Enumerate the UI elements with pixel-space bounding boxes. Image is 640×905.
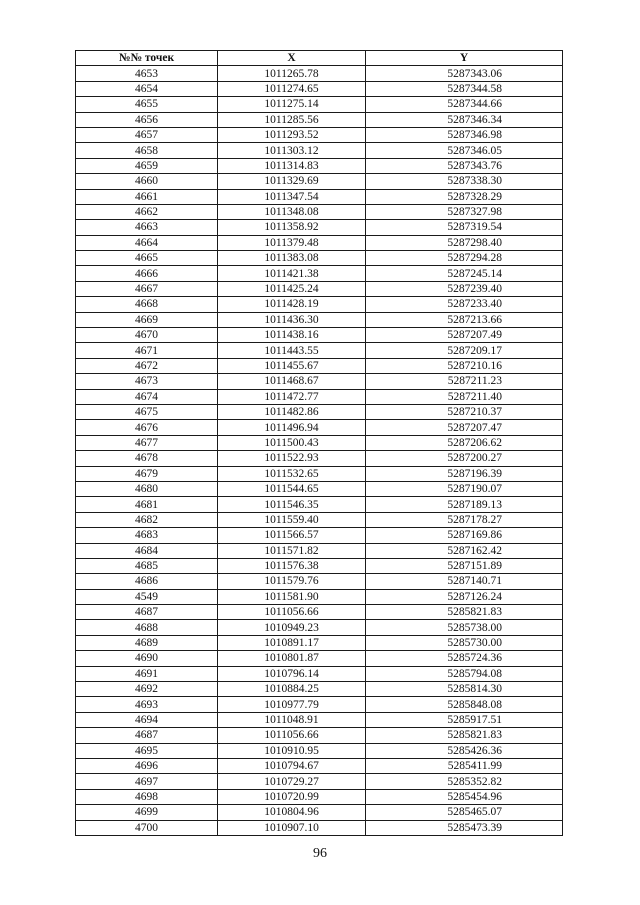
- cell-x: 1011496.94: [218, 420, 366, 435]
- table-row: [76, 543, 563, 558]
- table-row: [76, 712, 563, 727]
- cell-y: 5287190.07: [366, 481, 563, 496]
- cell-y: 5287346.05: [366, 143, 563, 158]
- table-row: [76, 481, 563, 496]
- cell-point-number: 4674: [76, 389, 218, 404]
- cell-x: 1010907.10: [218, 820, 366, 835]
- cell-x: 1011056.66: [218, 728, 366, 743]
- cell-point-number: 4661: [76, 189, 218, 204]
- cell-y: 5287210.16: [366, 358, 563, 373]
- cell-x: 1011443.55: [218, 343, 366, 358]
- cell-y: 5287210.37: [366, 404, 563, 419]
- cell-x: 1011293.52: [218, 127, 366, 142]
- cell-y: 5287213.66: [366, 312, 563, 327]
- cell-y: 5287207.47: [366, 420, 563, 435]
- cell-point-number: 4688: [76, 620, 218, 635]
- table-row: [76, 589, 563, 604]
- cell-point-number: 4675: [76, 404, 218, 419]
- column-header-y: Y: [366, 51, 563, 66]
- table-row: [76, 651, 563, 666]
- table-row: [76, 497, 563, 512]
- table-row: [76, 389, 563, 404]
- cell-y: 5285848.08: [366, 697, 563, 712]
- cell-point-number: 4689: [76, 635, 218, 650]
- cell-point-number: 4662: [76, 204, 218, 219]
- table-row: [76, 728, 563, 743]
- cell-point-number: 4667: [76, 281, 218, 296]
- cell-x: 1011522.93: [218, 451, 366, 466]
- cell-x: 1011579.76: [218, 574, 366, 589]
- cell-x: 1010720.99: [218, 789, 366, 804]
- table-row: [76, 158, 563, 173]
- cell-x: 1010910.95: [218, 743, 366, 758]
- table-row: [76, 127, 563, 142]
- cell-x: 1011566.57: [218, 528, 366, 543]
- cell-x: 1011275.14: [218, 97, 366, 112]
- table-row: [76, 328, 563, 343]
- cell-y: 5285473.39: [366, 820, 563, 835]
- cell-point-number: 4697: [76, 774, 218, 789]
- cell-y: 5287344.66: [366, 97, 563, 112]
- cell-y: 5287294.28: [366, 251, 563, 266]
- cell-x: 1011425.24: [218, 281, 366, 296]
- cell-point-number: 4659: [76, 158, 218, 173]
- cell-point-number: 4700: [76, 820, 218, 835]
- cell-point-number: 4672: [76, 358, 218, 373]
- cell-point-number: 4682: [76, 512, 218, 527]
- table-row: [76, 281, 563, 296]
- cell-point-number: 4685: [76, 558, 218, 573]
- cell-y: 5287328.29: [366, 189, 563, 204]
- column-header-point-number: №№ точек: [76, 51, 218, 66]
- cell-x: 1011274.65: [218, 81, 366, 96]
- cell-y: 5285917.51: [366, 712, 563, 727]
- cell-point-number: 4663: [76, 220, 218, 235]
- cell-y: 5287126.24: [366, 589, 563, 604]
- table-row: [76, 774, 563, 789]
- cell-point-number: 4670: [76, 328, 218, 343]
- cell-x: 1011544.65: [218, 481, 366, 496]
- cell-x: 1011472.77: [218, 389, 366, 404]
- table-row: [76, 512, 563, 527]
- cell-y: 5287140.71: [366, 574, 563, 589]
- cell-y: 5285794.08: [366, 666, 563, 681]
- cell-point-number: 4691: [76, 666, 218, 681]
- table-row: [76, 297, 563, 312]
- cell-y: 5287200.27: [366, 451, 563, 466]
- cell-point-number: 4549: [76, 589, 218, 604]
- cell-x: 1011358.92: [218, 220, 366, 235]
- cell-x: 1010729.27: [218, 774, 366, 789]
- cell-y: 5287178.27: [366, 512, 563, 527]
- cell-point-number: 4657: [76, 127, 218, 142]
- cell-x: 1010891.17: [218, 635, 366, 650]
- table-row: [76, 635, 563, 650]
- table-row: [76, 666, 563, 681]
- cell-y: 5287207.49: [366, 328, 563, 343]
- cell-x: 1011348.08: [218, 204, 366, 219]
- table-row: [76, 435, 563, 450]
- cell-y: 5285465.07: [366, 805, 563, 820]
- cell-point-number: 4664: [76, 235, 218, 250]
- cell-y: 5285821.83: [366, 728, 563, 743]
- table-row: [76, 220, 563, 235]
- cell-x: 1010949.23: [218, 620, 366, 635]
- table-row: [76, 174, 563, 189]
- table-row: [76, 97, 563, 112]
- cell-y: 5287343.06: [366, 66, 563, 81]
- cell-point-number: 4696: [76, 758, 218, 773]
- cell-y: 5287239.40: [366, 281, 563, 296]
- table-row: [76, 758, 563, 773]
- table-row: [76, 451, 563, 466]
- cell-point-number: 4666: [76, 266, 218, 281]
- cell-x: 1011482.86: [218, 404, 366, 419]
- cell-x: 1011428.19: [218, 297, 366, 312]
- cell-y: 5287298.40: [366, 235, 563, 250]
- cell-point-number: 4684: [76, 543, 218, 558]
- cell-point-number: 4669: [76, 312, 218, 327]
- cell-point-number: 4683: [76, 528, 218, 543]
- table-row: [76, 789, 563, 804]
- cell-x: 1011581.90: [218, 589, 366, 604]
- cell-y: 5287344.58: [366, 81, 563, 96]
- cell-y: 5285730.00: [366, 635, 563, 650]
- table-row: [76, 574, 563, 589]
- cell-point-number: 4660: [76, 174, 218, 189]
- cell-point-number: 4678: [76, 451, 218, 466]
- table-body: [76, 66, 563, 836]
- cell-x: 1011576.38: [218, 558, 366, 573]
- table-header-row: [76, 51, 563, 66]
- cell-x: 1011265.78: [218, 66, 366, 81]
- cell-point-number: 4690: [76, 651, 218, 666]
- table-row: [76, 112, 563, 127]
- cell-x: 1011571.82: [218, 543, 366, 558]
- cell-point-number: 4673: [76, 374, 218, 389]
- cell-y: 5287196.39: [366, 466, 563, 481]
- cell-y: 5285352.82: [366, 774, 563, 789]
- cell-point-number: 4654: [76, 81, 218, 96]
- table-row: [76, 312, 563, 327]
- cell-x: 1011329.69: [218, 174, 366, 189]
- cell-point-number: 4668: [76, 297, 218, 312]
- cell-point-number: 4687: [76, 605, 218, 620]
- cell-y: 5287343.76: [366, 158, 563, 173]
- table-row: [76, 743, 563, 758]
- cell-x: 1010794.67: [218, 758, 366, 773]
- cell-y: 5285738.00: [366, 620, 563, 635]
- cell-x: 1010796.14: [218, 666, 366, 681]
- cell-point-number: 4680: [76, 481, 218, 496]
- cell-y: 5287245.14: [366, 266, 563, 281]
- cell-x: 1011347.54: [218, 189, 366, 204]
- table-row: [76, 805, 563, 820]
- cell-x: 1011532.65: [218, 466, 366, 481]
- table-row: [76, 820, 563, 835]
- table-row: [76, 143, 563, 158]
- cell-x: 1011285.56: [218, 112, 366, 127]
- cell-x: 1011500.43: [218, 435, 366, 450]
- table-row: [76, 343, 563, 358]
- table-row: [76, 605, 563, 620]
- table-row: [76, 189, 563, 204]
- table-row: [76, 697, 563, 712]
- table-row: [76, 620, 563, 635]
- cell-y: 5287211.23: [366, 374, 563, 389]
- cell-x: 1011546.35: [218, 497, 366, 512]
- table-row: [76, 204, 563, 219]
- cell-point-number: 4698: [76, 789, 218, 804]
- cell-y: 5287206.62: [366, 435, 563, 450]
- table-row: [76, 374, 563, 389]
- cell-point-number: 4687: [76, 728, 218, 743]
- cell-y: 5287211.40: [366, 389, 563, 404]
- cell-point-number: 4693: [76, 697, 218, 712]
- cell-y: 5287189.13: [366, 497, 563, 512]
- cell-y: 5287209.17: [366, 343, 563, 358]
- cell-point-number: 4671: [76, 343, 218, 358]
- table-row: [76, 358, 563, 373]
- cell-point-number: 4653: [76, 66, 218, 81]
- table-row: [76, 404, 563, 419]
- cell-y: 5285821.83: [366, 605, 563, 620]
- cell-x: 1011436.30: [218, 312, 366, 327]
- cell-y: 5287151.89: [366, 558, 563, 573]
- cell-x: 1011314.83: [218, 158, 366, 173]
- cell-x: 1011048.91: [218, 712, 366, 727]
- cell-y: 5287233.40: [366, 297, 563, 312]
- cell-point-number: 4655: [76, 97, 218, 112]
- cell-point-number: 4681: [76, 497, 218, 512]
- coordinates-table: [75, 50, 563, 836]
- cell-x: 1011383.08: [218, 251, 366, 266]
- cell-y: 5287346.34: [366, 112, 563, 127]
- column-header-x: X: [218, 51, 366, 66]
- table-row: [76, 251, 563, 266]
- table-row: [76, 682, 563, 697]
- cell-x: 1011303.12: [218, 143, 366, 158]
- cell-y: 5285724.36: [366, 651, 563, 666]
- cell-point-number: 4679: [76, 466, 218, 481]
- cell-point-number: 4694: [76, 712, 218, 727]
- cell-point-number: 4695: [76, 743, 218, 758]
- cell-point-number: 4658: [76, 143, 218, 158]
- cell-y: 5287327.98: [366, 204, 563, 219]
- table-row: [76, 66, 563, 81]
- cell-point-number: 4677: [76, 435, 218, 450]
- cell-point-number: 4676: [76, 420, 218, 435]
- cell-y: 5287338.30: [366, 174, 563, 189]
- cell-point-number: 4699: [76, 805, 218, 820]
- cell-point-number: 4665: [76, 251, 218, 266]
- table-row: [76, 235, 563, 250]
- cell-y: 5287346.98: [366, 127, 563, 142]
- table-row: [76, 528, 563, 543]
- cell-x: 1010804.96: [218, 805, 366, 820]
- table-row: [76, 266, 563, 281]
- cell-y: 5287169.86: [366, 528, 563, 543]
- table-row: [76, 466, 563, 481]
- cell-y: 5285426.36: [366, 743, 563, 758]
- cell-point-number: 4692: [76, 682, 218, 697]
- cell-y: 5287162.42: [366, 543, 563, 558]
- table-row: [76, 420, 563, 435]
- cell-y: 5285454.96: [366, 789, 563, 804]
- cell-x: 1011438.16: [218, 328, 366, 343]
- cell-y: 5285411.99: [366, 758, 563, 773]
- page-number: 96: [313, 846, 327, 861]
- cell-x: 1011056.66: [218, 605, 366, 620]
- cell-point-number: 4686: [76, 574, 218, 589]
- cell-x: 1011421.38: [218, 266, 366, 281]
- cell-x: 1011468.67: [218, 374, 366, 389]
- cell-x: 1010801.87: [218, 651, 366, 666]
- cell-x: 1010977.79: [218, 697, 366, 712]
- cell-y: 5287319.54: [366, 220, 563, 235]
- cell-x: 1011455.67: [218, 358, 366, 373]
- table-row: [76, 81, 563, 96]
- cell-point-number: 4656: [76, 112, 218, 127]
- cell-x: 1010884.25: [218, 682, 366, 697]
- table-row: [76, 558, 563, 573]
- cell-x: 1011379.48: [218, 235, 366, 250]
- cell-x: 1011559.40: [218, 512, 366, 527]
- cell-y: 5285814.30: [366, 682, 563, 697]
